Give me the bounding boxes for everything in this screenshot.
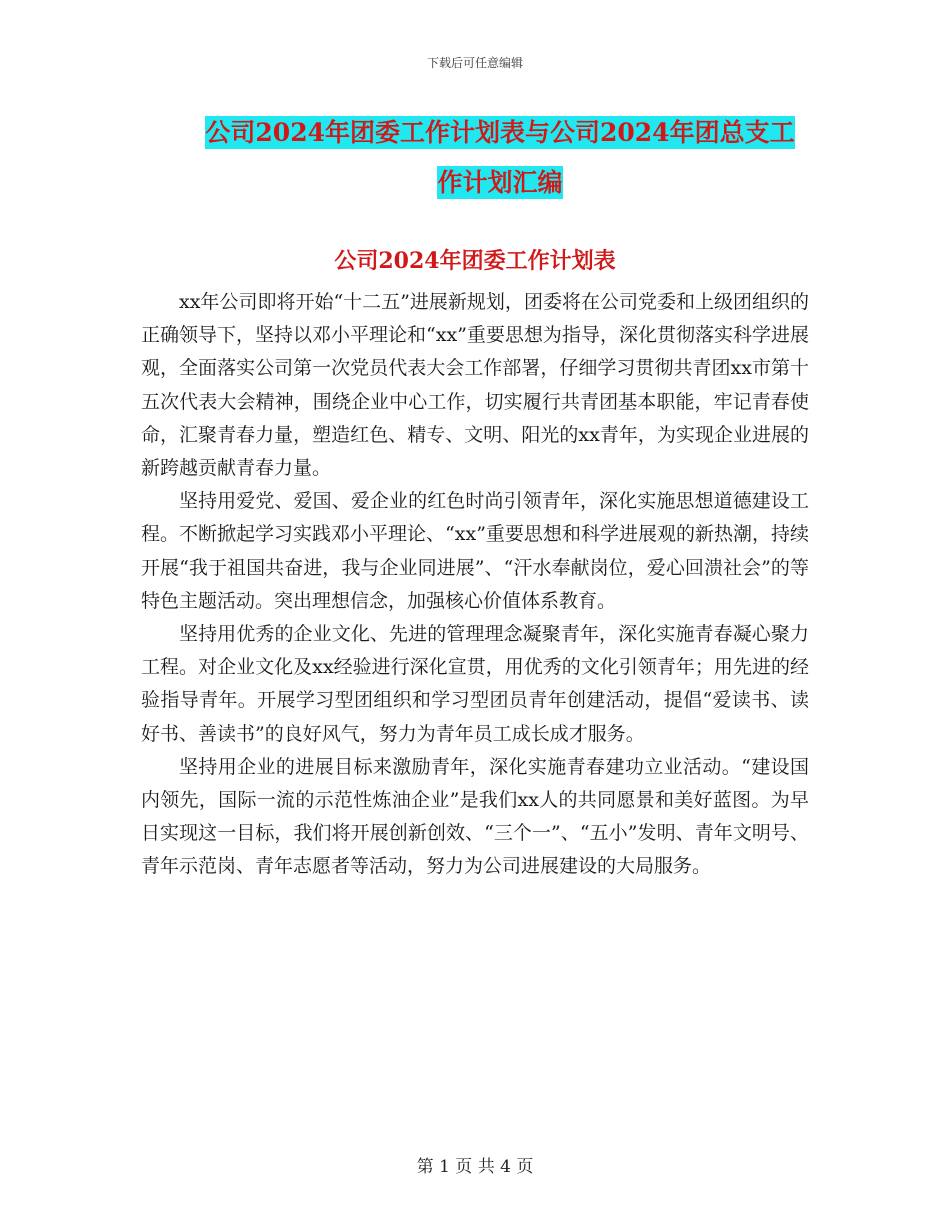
section-title: 公司2024年团委工作计划表: [334, 248, 616, 274]
paragraph-3: 坚持用优秀的企业文化、先进的管理理念凝聚青年，深化实施青春凝心聚力工程。对企业文化及xx经验进行深化宣贯，用优秀的文化引领青年；用先进的经验指导青年。开展学习型团组织和学习型团员青年创建活动，提倡“爱读书、读好书、善读书”的良好风气，努力为青年员工成长成才服务。: [141, 623, 809, 745]
title-line-1: 公司2024年团委工作计划表与公司2024年团总支工: [205, 118, 795, 147]
header-note: 下载后可任意编辑: [426, 56, 523, 70]
page-number-footer: 第 1 页 共 4 页: [416, 1157, 534, 1177]
document-body: [141, 286, 809, 884]
title-line-2: 作计划汇编: [437, 168, 563, 197]
paragraph-2: 坚持用爱党、爱国、爱企业的红色时尚引领青年，深化实施思想道德建设工程。不断掀起学习实践邓小平理论、“xx”重要思想和科学进展观的新热潮，持续开展“我于祖国共奋进，我与企业同进展”、“汗水奉献岗位，爱心回溃社会”的等特色主题活动。突出理想信念，加强核心价值体系教育。: [141, 490, 809, 612]
document-title: [140, 108, 860, 208]
paragraph-4: 坚持用企业的进展目标来激励青年，深化实施青春建功立业活动。“建设国内领先，国际一流的示范性炼油企业”是我们xx人的共同愿景和美好蓝图。为早日实现这一目标，我们将开展创新创效、“三个一”、“五小”发明、青年文明号、青年示范岗、青年志愿者等活动，努力为公司进展建设的大局服务。: [141, 755, 809, 878]
paragraph-1: xx年公司即将开始“十二五”进展新规划，团委将在公司党委和上级团组织的正确领导下，坚持以邓小平理论和“xx”重要思想为指导，深化贯彻落实科学进展观，全面落实公司第一次党员代表大会工作部署，仔细学习贯彻共青团xx市第十五次代表大会精神，围绕企业中心工作，切实履行共青团基本职能，牢记青春使命，汇聚青春力量，塑造红色、精专、文明、阳光的xx青年，为实现企业进展的新跨越贡献青春力量。: [141, 291, 809, 480]
